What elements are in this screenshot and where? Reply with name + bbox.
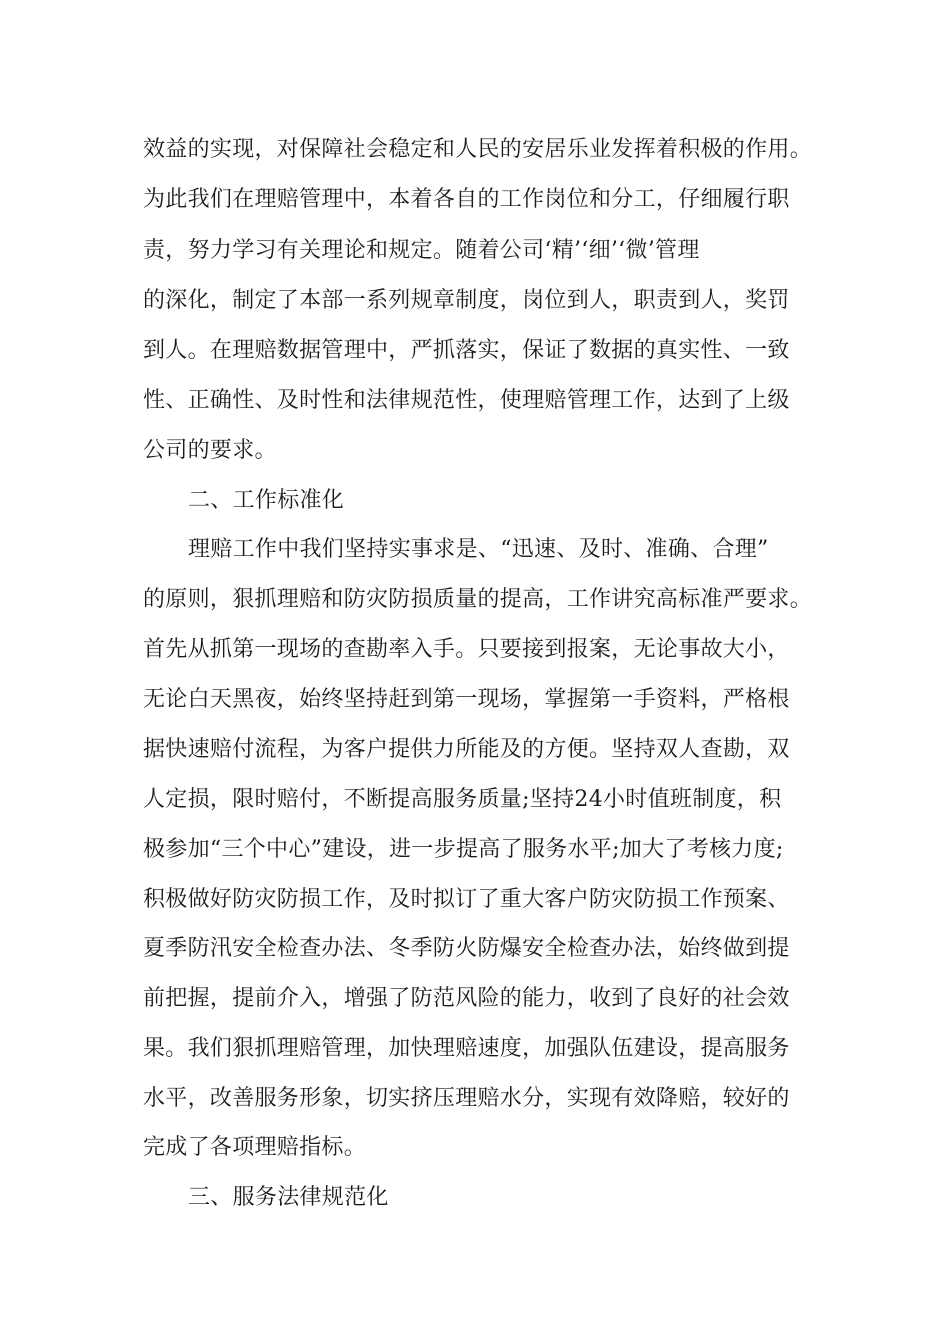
text-line: 据快速赔付流程，为客户提供力所能及的方便。坚持双人查勘，双 [143,737,790,762]
text-line: 效益的实现，对保障社会稳定和人民的安居乐业发挥着积极的作用。 [143,137,813,162]
text-line: 公司的要求。 [143,438,277,463]
section-heading: 二、工作标准化 [188,488,345,513]
text-line: 人定损，限时赔付，不断提高服务质量;坚持24小时值班制度，积 [143,787,782,812]
text-line: 积极做好防灾防损工作，及时拟订了重大客户防灾防损工作预案、 [143,887,790,912]
text-line: 的原则，狠抓理赔和防灾防损质量的提高，工作讲究高标准严要求。 [143,587,813,612]
text-line: 责，努力学习有关理论和规定。随着公司‘精’‘细’‘微’管理 [143,238,700,263]
text-line: 水平，改善服务形象，切实挤压理赔水分，实现有效降赔，较好的 [143,1086,790,1111]
text-line: 性、正确性、及时性和法律规范性，使理赔管理工作，达到了上级 [143,388,790,413]
text-line: 首先从抓第一现场的查勘率入手。只要接到报案，无论事故大小， [143,637,790,662]
section-heading: 三、服务法律规范化 [188,1185,389,1210]
text-line: 完成了各项理赔指标。 [143,1135,367,1160]
text-line: 果。我们狠抓理赔管理，加快理赔速度，加强队伍建设，提高服务 [143,1036,790,1061]
paragraph-first-line: 理赔工作中我们坚持实事求是、“迅速、及时、准确、合理” [188,537,769,562]
text-line: 的深化，制定了本部一系列规章制度，岗位到人，职责到人，奖罚 [143,288,790,313]
text-line: 到人。在理赔数据管理中，严抓落实，保证了数据的真实性、一致 [143,338,790,363]
text-line: 前把握，提前介入，增强了防范风险的能力，收到了良好的社会效 [143,986,790,1011]
text-line: 无论白天黑夜，始终坚持赶到第一现场，掌握第一手资料，严格根 [143,687,790,712]
text-line: 夏季防汛安全检查办法、冬季防火防爆安全检查办法，始终做到提 [143,936,790,961]
text-line: 极参加“三个中心”建设，进一步提高了服务水平;加大了考核力度; [143,837,784,862]
text-line: 为此我们在理赔管理中，本着各自的工作岗位和分工，仔细履行职 [143,187,790,212]
